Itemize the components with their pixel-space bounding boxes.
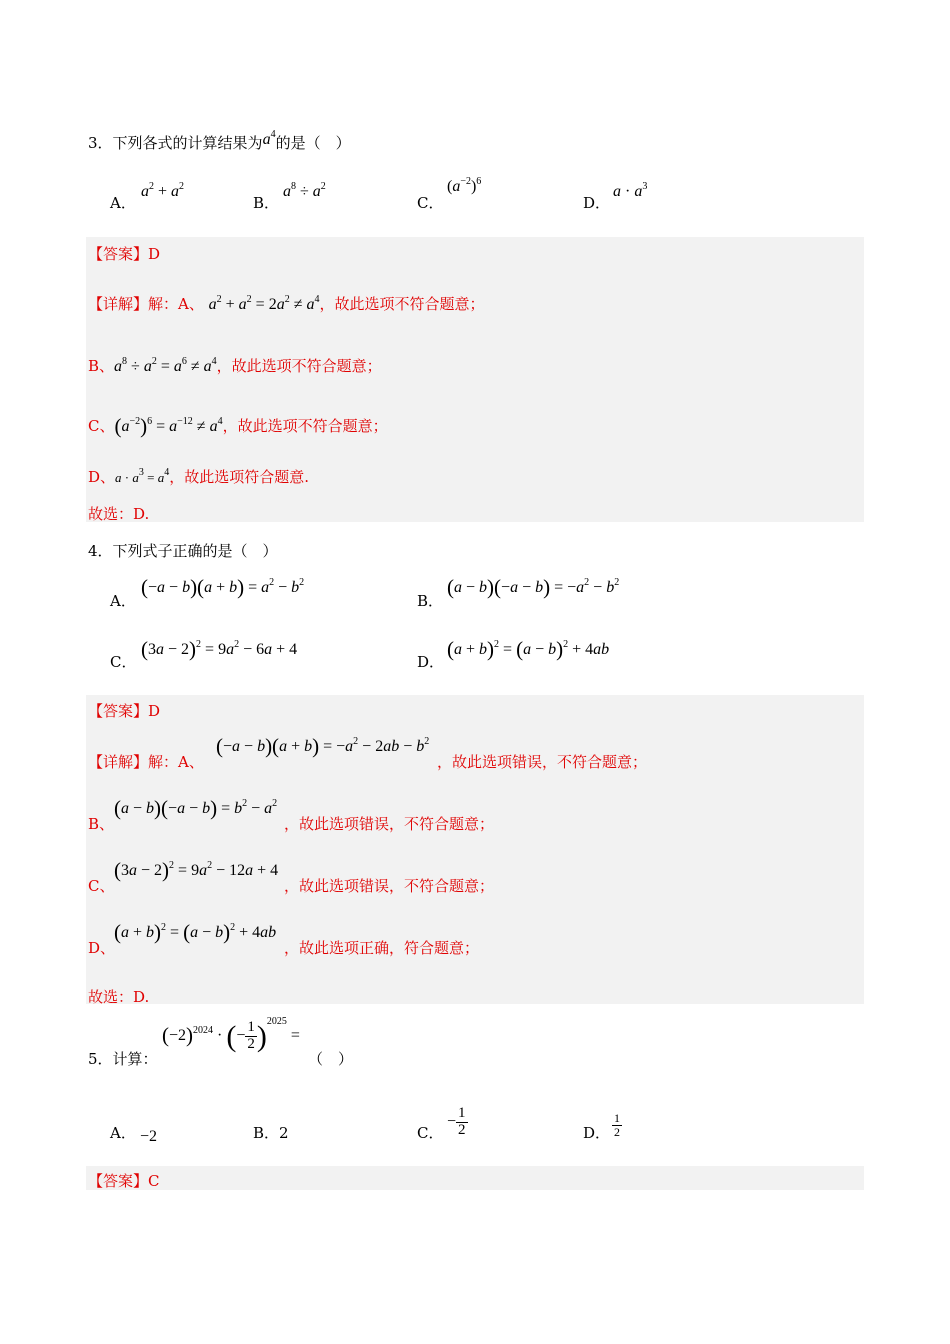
q4-detail-d-prefix: D、 — [88, 939, 116, 957]
q4-number: 4． — [88, 542, 113, 560]
q3-detail-d-math: $a \cdot a^3 = a^4$ — [115, 467, 170, 485]
q3-detail-label: 【详解】 — [88, 295, 149, 313]
q4-answer — [88, 700, 160, 721]
q4-stem-text: 下列式子正确的是（ ） — [112, 542, 278, 560]
q5-option-d-math: $\frac{1}{2}$ — [614, 1111, 620, 1139]
q3-answer — [88, 243, 160, 264]
q4-detail-b-text: ，故此选项错误，不符合题意； — [284, 815, 495, 833]
q5-answer-label: 【答案】 — [88, 1172, 149, 1190]
q5-stem-label — [88, 1048, 158, 1069]
q5-answer — [88, 1170, 160, 1191]
q4-detail-a-line — [88, 751, 204, 772]
q3-option-c-math: $(a^{-2})^6$ — [447, 176, 482, 195]
q4-detail-a-math: $(-a - b)(a + b) = -a^2 - 2ab - b^2$ — [216, 734, 430, 758]
q4-detail-a-text: ，故此选项错误，不符合题意； — [437, 753, 648, 771]
q3-conclusion: 故选：D. — [88, 505, 150, 523]
q3-number: 3． — [88, 134, 113, 152]
q3-stem-text: 下列各式的计算结果为 — [112, 134, 263, 152]
q4-answer-label: 【答案】 — [88, 702, 149, 720]
q3-detail-c-prefix: C、 — [88, 417, 115, 435]
q5-option-a-math: −2 — [140, 1128, 158, 1145]
q5-option-b-label: B． — [253, 1124, 280, 1142]
q3-option-d-math: $a \cdot a^3$ — [613, 181, 648, 200]
q4-detail-d-math: $(a + b)^2 = (a - b)^2 + 4ab$ — [114, 920, 277, 944]
q4-option-b-math: $(a - b)(-a - b) = -a^2 - b^2$ — [447, 575, 620, 599]
q3-answer-label: 【答案】 — [88, 245, 149, 263]
q4-detail-label: 【详解】 — [88, 753, 149, 771]
q4-option-d-math: $(a + b)^2 = (a - b)^2 + 4ab$ — [447, 637, 610, 661]
q4-option-c-math: $(3a - 2)^2 = 9a^2 - 6a + 4$ — [141, 637, 298, 661]
q5-option-b-value: 2 — [279, 1124, 289, 1142]
q4-option-d-label[interactable]: D． — [417, 653, 445, 671]
q3-detail-intro: 解：A、 — [148, 295, 204, 313]
q3-detail-d-text: ，故此选项符合题意. — [169, 468, 309, 486]
q4-detail-d-text: ，故此选项正确，符合题意； — [284, 939, 480, 957]
q4-detail-c-text: ，故此选项错误，不符合题意； — [284, 877, 495, 895]
q4-detail-b-math: $(a - b)(-a - b) = b^2 - a^2$ — [114, 796, 278, 820]
q5-option-c-math: − $\frac{1}{2}$ — [447, 1105, 466, 1138]
q4-detail-c-prefix: C、 — [88, 877, 115, 895]
q3-option-a-math: $a^2 + a^2$ — [141, 181, 185, 200]
q3-detail-b-prefix: B、 — [88, 357, 115, 375]
q3-stem-math: $a^4$ — [262, 129, 276, 148]
q3-stem — [88, 129, 351, 153]
q3-detail-d — [88, 466, 309, 487]
q3-option-c-label[interactable]: C． — [417, 194, 444, 212]
q3-detail-a — [88, 293, 485, 314]
q5-option-c-label[interactable]: C． — [417, 1124, 444, 1142]
q4-option-a-label[interactable]: A． — [110, 592, 136, 610]
q3-detail-d-prefix: D、 — [88, 468, 116, 486]
q5-answer-value: C — [148, 1172, 160, 1190]
q5-option-b[interactable] — [253, 1122, 289, 1143]
q4-stem — [88, 540, 278, 561]
q3-option-d-label[interactable]: D． — [583, 194, 611, 212]
q5-stem-math: $(-2)^{2024}$ · (− $\frac{1}{2}$ )$^{2025}$ = — [162, 1016, 300, 1053]
q3-detail-c — [88, 414, 388, 439]
q3-detail-c-text: ，故此选项不符合题意； — [222, 417, 388, 435]
q5-option-d-label[interactable]: D． — [583, 1124, 611, 1142]
q3-answer-value: D — [148, 245, 161, 263]
q4-option-a-math: $(-a - b)(a + b) = a^2 - b^2$ — [141, 575, 305, 599]
q3-detail-b-text: ，故此选项不符合题意； — [216, 357, 382, 375]
q5-number: 5． — [88, 1050, 113, 1068]
q3-option-b-math: $a^8 \div a^2$ — [283, 181, 326, 200]
q3-detail-a-text: ，故此选项不符合题意； — [319, 295, 485, 313]
q4-detail-c-math: $(3a - 2)^2 = 9a^2 - 12a + 4$ — [114, 858, 279, 882]
q5-answer-box — [86, 1166, 864, 1190]
q4-option-b-label[interactable]: B． — [417, 592, 444, 610]
q5-stem-suffix: （ ） — [308, 1050, 354, 1068]
q3-option-b-label[interactable]: B． — [253, 194, 280, 212]
q3-stem-suffix: 的是（ ） — [275, 134, 351, 152]
q4-detail-intro: 解：A、 — [148, 753, 204, 771]
q4-answer-value: D — [148, 702, 161, 720]
q3-detail-a-math: $a^2 + a^2 = 2a^2 \ne a^4$ — [208, 294, 320, 313]
q3-detail-c-math: $(a^{-2})^6 = a^{-12} \ne a^4$ — [114, 414, 223, 438]
q3-detail-b-math: $a^8 \div a^2 = a^6 \ne a^4$ — [114, 356, 217, 375]
q4-conclusion: 故选：D. — [88, 988, 150, 1006]
q5-option-a-label[interactable]: A． — [110, 1124, 136, 1142]
q5-stem-text: 计算： — [112, 1050, 158, 1068]
q4-detail-b-prefix: B、 — [88, 815, 115, 833]
q3-detail-b — [88, 355, 382, 376]
q3-option-a-label[interactable]: A． — [110, 194, 136, 212]
q4-option-c-label[interactable]: C． — [110, 653, 137, 671]
